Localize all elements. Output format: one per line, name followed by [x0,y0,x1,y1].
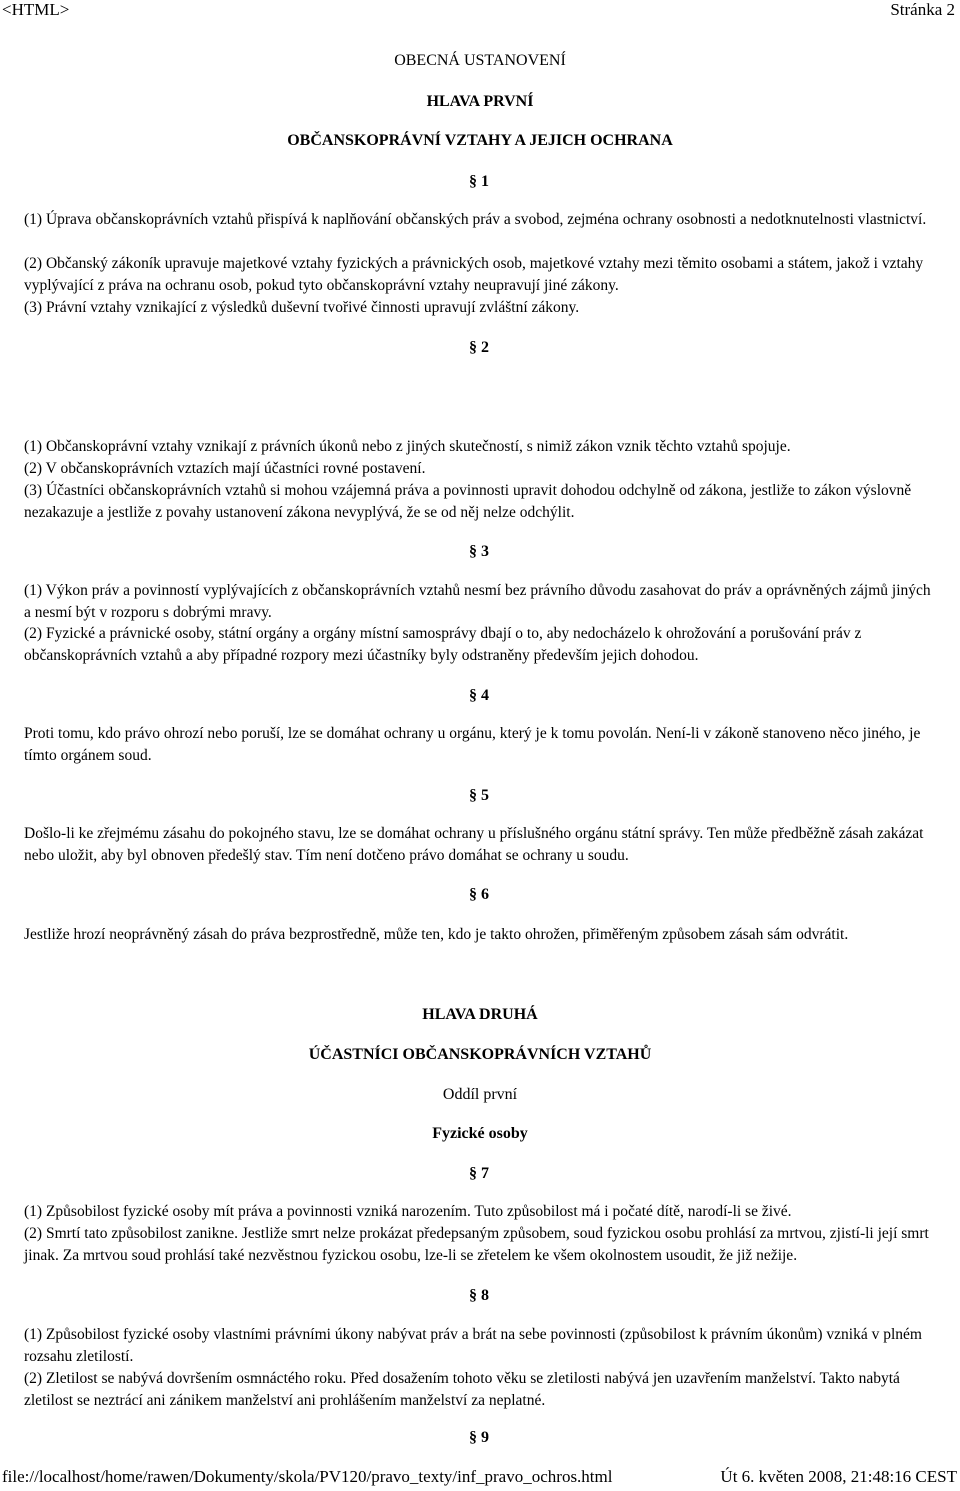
section-8-heading: § 8 [469,1287,489,1304]
part-one-title: OBČANSKOPRÁVNÍ VZTAHY A JEJICH OCHRANA [287,132,673,149]
section-7-heading: § 7 [469,1165,489,1182]
general-provisions-title: OBECNÁ USTANOVENÍ [394,52,566,69]
division-title: Fyzické osoby [432,1125,528,1142]
section-7-paragraph-1: (1) Způsobilost fyzické osoby mít práva a povinnosti vzniká narozením. Tuto způsobilost má i počaté dítě, narodí-li se živé. [24,1203,792,1220]
section-1-paragraph-2: (2) Občanský zákoník upravuje majetkové vztahy fyzických a právnických osob, majetkové vztahy mezi těmito osobami a státem, jakož i vztahy vyplývající z práva na ochranu osob, pokud tyto občanskoprávní vztahy neupravují jiné zákony. [24,255,924,294]
part-two-heading: HLAVA DRUHÁ [422,1006,538,1023]
section-6-paragraph-1: Jestliže hrozí neoprávněný zásah do práva bezprostředně, může ten, kdo je takto ohrožen, přiměřeným způsobem zásah sám odvrátit. [24,926,849,943]
section-2-paragraph-1: (1) Občanskoprávní vztahy vznikají z právních úkonů nebo z jiných skutečností, s nimiž zákon vznik těchto vztahů spojuje. [24,438,791,455]
footer-print-datetime: Út 6. květen 2008, 21:48:16 CEST [720,1467,957,1486]
header-doc-type: <HTML> [2,0,70,19]
division-heading: Oddíl první [442,1086,518,1103]
section-1-heading: § 1 [469,173,489,190]
section-5-heading: § 5 [469,787,489,804]
section-1-paragraph-1: (1) Úprava občanskoprávních vztahů přispívá k naplňování občanských práv a svobod, zejména ochrany osobnosti a nedotknutelnosti vlastnictví. [24,211,927,228]
section-3-paragraph-1: (1) Výkon práv a povinností vyplývajících z občanskoprávních vztahů nesmí bez právního důvodu zasahovat do práv a oprávněných zájmů jiných a nesmí být v rozporu s dobrými mravy. [24,582,931,621]
section-3-paragraph-2: (2) Fyzické a právnické osoby, státní orgány a orgány místní samosprávy dbají o to, aby nedocházelo k ohrožování a porušování práv z občanskoprávních vztahů a aby případné rozpory mezi účastníky byly odstraněny především jejich dohodou. [24,625,862,664]
footer-file-path: file://localhost/home/rawen/Dokumenty/skola/PV120/pravo_texty/inf_pravo_ochros.html [2,1467,613,1486]
browser-print-header [0,0,960,22]
section-3-heading: § 3 [469,543,489,560]
section-7-paragraph-2: (2) Smrtí tato způsobilost zanikne. Jestliže smrt nelze prokázat předepsaným způsobem, soud fyzickou osobu prohlásí za mrtvou, zjistí-li její smrt jinak. Za mrtvou soud prohlásí také nezvěstnou fyzickou osobu, lze-li se zřetelem ke všem okolnostem usoudit, že již nežije. [24,1225,929,1264]
section-8-paragraph-1: (1) Způsobilost fyzické osoby vlastními právními úkony nabývat práv a brát na sebe povinnosti (způsobilost k právním úkonům) vzniká v plném rozsahu zletilostí. [24,1326,922,1365]
section-4-paragraph-1: Proti tomu, kdo právo ohrozí nebo poruší, lze se domáhat ochrany u orgánu, který je k tomu povolán. Není-li v zákoně stanoveno něco jiného, je tímto orgánem soud. [24,725,921,764]
browser-print-footer [0,1467,960,1491]
section-2-heading: § 2 [469,339,489,356]
section-8-paragraph-2: (2) Zletilost se nabývá dovršením osmnáctého roku. Před dosažením tohoto věku se zletilosti nabývá jen uzavřením manželství. Takto nabytá zletilost se neztrácí ani zánikem manželství ani prohlášením manželství za neplatné. [24,1370,900,1409]
section-2-paragraph-2: (2) V občanskoprávních vztazích mají účastníci rovné postavení. [24,460,426,477]
section-1-paragraph-3: (3) Právní vztahy vznikající z výsledků duševní tvořivé činnosti upravují zvláštní zákony. [24,299,580,316]
part-two-title: ÚČASTNÍCI OBČANSKOPRÁVNÍCH VZTAHŮ [308,1046,652,1063]
section-9-heading-cut: § 9 [469,1429,489,1446]
page-cut-off-region [0,1427,960,1446]
section-4-heading: § 4 [469,687,489,704]
part-one-heading: HLAVA PRVNÍ [426,93,534,110]
section-5-paragraph-1: Došlo-li ke zřejmému zásahu do pokojného stavu, lze se domáhat ochrany u příslušného orgánu státní správy. Ten může předběžně zásah zakázat nebo uložit, aby byl obnoven předešlý stav. Tím není dotčeno právo domáhat se ochrany u soudu. [24,825,924,864]
header-page-number: Stránka 2 [890,0,955,19]
section-2-paragraph-3: (3) Účastníci občanskoprávních vztahů si mohou vzájemná práva a povinnosti upravit dohodou odchylně od zákona, jestliže to zákon výslovně nezakazuje a jestliže z povahy ustanovení zákona nevyplývá, že se od něj nelze odchýlit. [24,482,912,521]
section-6-heading: § 6 [469,886,489,903]
